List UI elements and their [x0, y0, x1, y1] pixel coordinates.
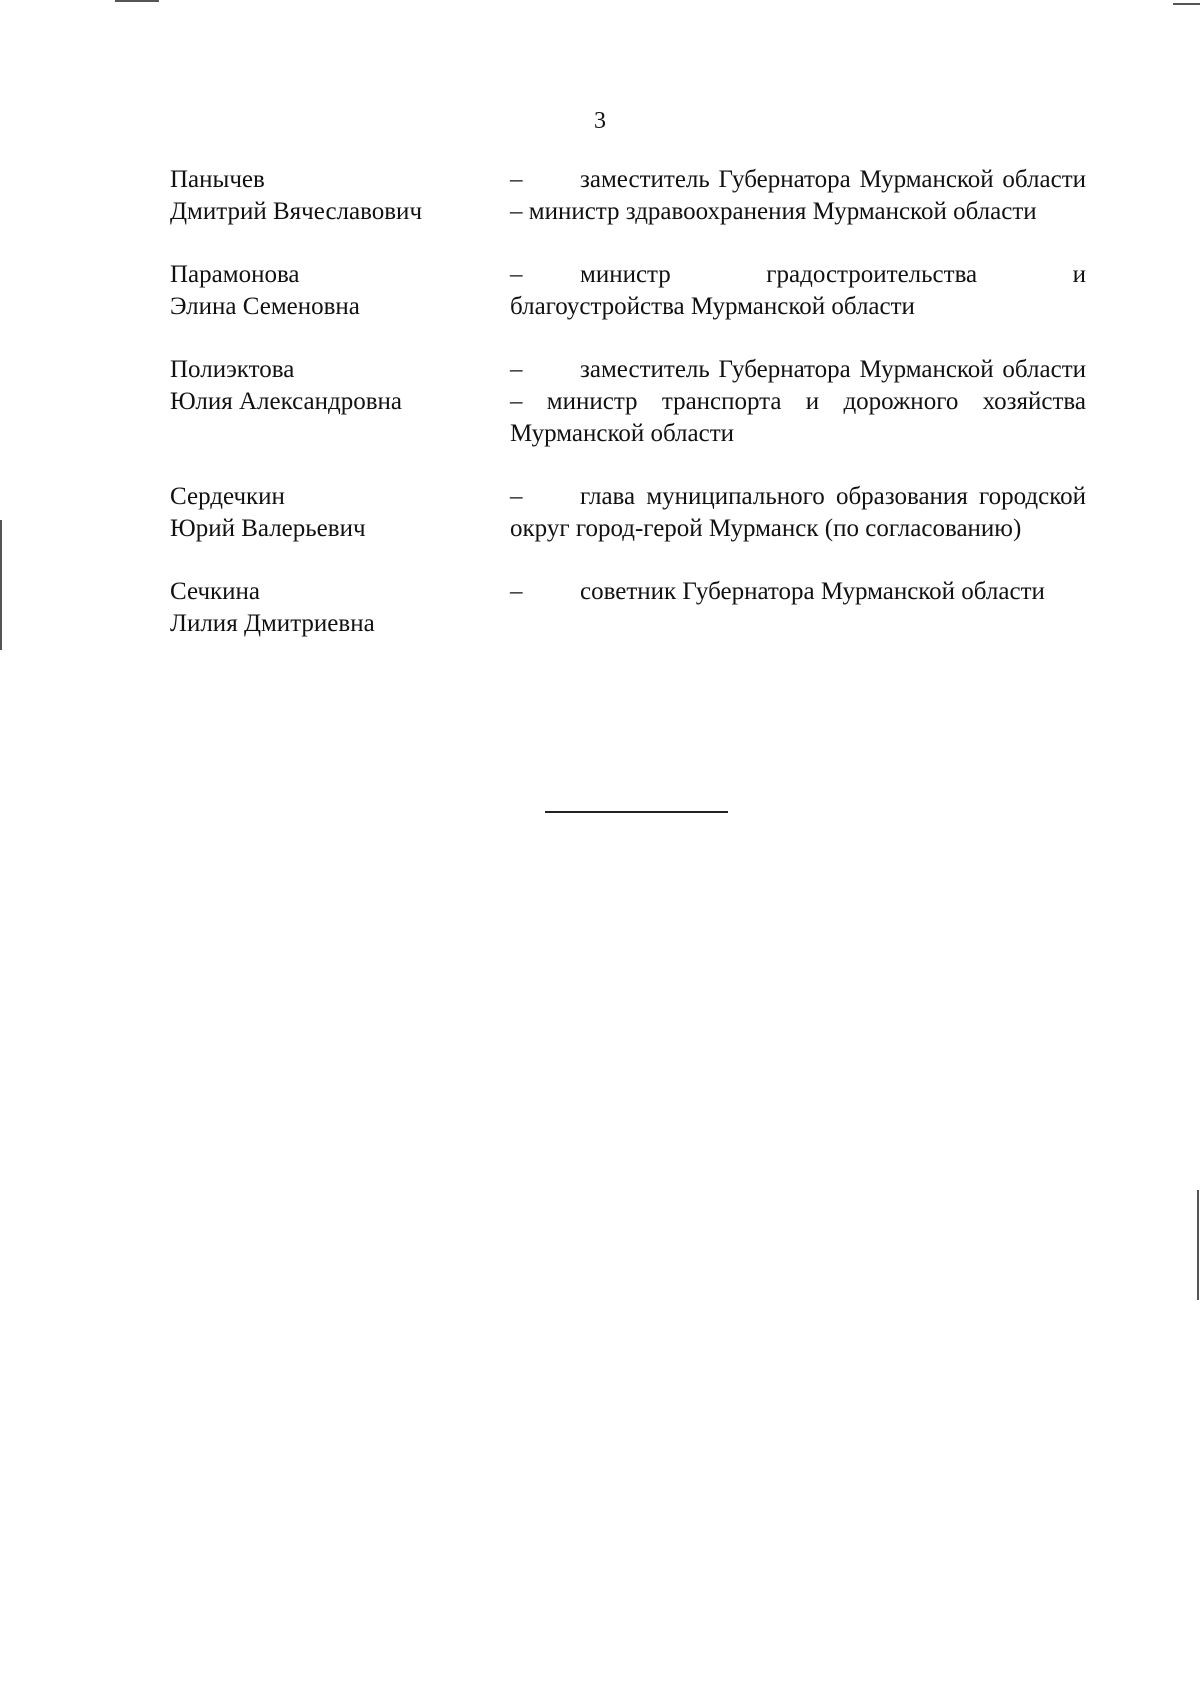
member-given-names: Элина Семеновна — [170, 293, 360, 320]
member-row — [170, 354, 1086, 450]
member-given-names: Юлия Александровна — [170, 388, 402, 415]
member-position — [510, 259, 1086, 323]
member-name — [170, 164, 510, 228]
position-text: заместитель Губернатора Мурманской области – министр транспорта и дорожного хозяйства Мурманской области — [510, 356, 1086, 447]
member-position — [510, 481, 1086, 545]
member-list — [170, 164, 1086, 671]
member-given-names: Юрий Валерьевич — [170, 515, 366, 542]
member-surname: Сердечкин — [170, 483, 285, 510]
position-dash: – — [510, 166, 523, 193]
member-position — [510, 164, 1086, 228]
member-surname: Парамонова — [170, 261, 300, 288]
position-text: министр градостроительства и благоустройства Мурманской области — [510, 261, 1086, 320]
member-name — [170, 259, 510, 323]
member-row — [170, 481, 1086, 545]
member-surname: Панычев — [170, 166, 265, 193]
position-dash: – — [510, 578, 523, 605]
page-number: 3 — [594, 108, 606, 134]
scan-artifact-right-edge — [1197, 1190, 1199, 1300]
member-position — [510, 354, 1086, 450]
position-text: заместитель Губернатора Мурманской области – министр здравоохранения Мурманской области — [510, 166, 1086, 225]
member-row — [170, 259, 1086, 323]
position-text: глава муниципального образования городской округ город-герой Мурманск (по согласованию) — [510, 483, 1086, 542]
member-given-names: Лилия Дмитриевна — [170, 610, 375, 637]
scan-artifact-top-left — [115, 0, 159, 2]
position-dash: – — [510, 261, 523, 288]
position-dash: – — [510, 483, 523, 510]
closing-rule — [545, 811, 728, 813]
position-dash: – — [510, 356, 523, 383]
position-text: советник Губернатора Мурманской области — [580, 578, 1045, 605]
scan-artifact-top-right — [1173, 3, 1200, 5]
member-surname: Сечкина — [170, 578, 261, 605]
member-given-names: Дмитрий Вячеславович — [170, 198, 423, 225]
scan-artifact-left-edge — [0, 520, 2, 650]
member-name — [170, 576, 510, 640]
member-name — [170, 481, 510, 545]
member-name — [170, 354, 510, 418]
member-row — [170, 576, 1086, 640]
member-row — [170, 164, 1086, 228]
member-position — [510, 576, 1086, 608]
member-surname: Полиэктова — [170, 356, 295, 383]
